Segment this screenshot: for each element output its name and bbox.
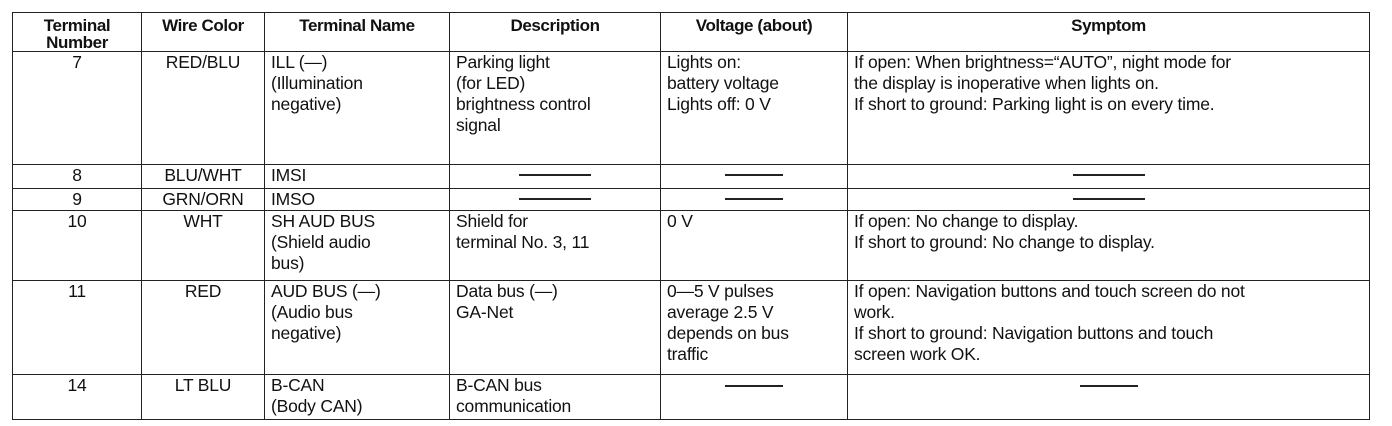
terminal-name-line: B-CAN: [271, 375, 325, 395]
header-terminal-name: Terminal Name: [265, 13, 450, 52]
cell-symptom: [848, 52, 1370, 165]
voltage-line: average 2.5 V: [667, 302, 774, 322]
empty-dash: [1073, 174, 1145, 176]
header-description: Description: [450, 13, 661, 52]
terminal-name-line: SH AUD BUS: [271, 211, 375, 231]
header-wire-color: Wire Color: [142, 13, 265, 52]
empty-dash: [519, 174, 591, 176]
cell-symptom: [848, 211, 1370, 281]
voltage-line: battery voltage: [667, 73, 779, 93]
symptom-line: If short to ground: Navigation buttons and touch: [854, 323, 1214, 343]
cell-description: [450, 211, 661, 281]
cell-description: [450, 189, 661, 211]
description-line: brightness control: [456, 94, 591, 114]
table-row: [13, 165, 1370, 189]
cell-terminal-number: 9: [13, 189, 142, 211]
description-line: GA-Net: [456, 302, 514, 322]
description-line: B-CAN bus: [456, 375, 542, 395]
cell-terminal-number: 11: [13, 281, 142, 375]
empty-dash: [725, 174, 783, 176]
cell-symptom: [848, 165, 1370, 189]
terminal-name-line: IMSO: [271, 189, 315, 209]
cell-terminal-name: [265, 189, 450, 211]
terminal-name-line: ILL (—): [271, 52, 328, 72]
empty-dash: [725, 385, 783, 387]
cell-voltage: [661, 189, 848, 211]
cell-terminal-number: 10: [13, 211, 142, 281]
header-symptom: Symptom: [848, 13, 1370, 52]
description-line: Parking light: [456, 52, 550, 72]
cell-wire-color: LT BLU: [142, 375, 265, 420]
empty-dash: [519, 198, 591, 200]
voltage-line: 0 V: [667, 211, 693, 231]
table-row: [13, 189, 1370, 211]
cell-terminal-number: 7: [13, 52, 142, 165]
cell-terminal-name: [265, 165, 450, 189]
terminal-name-line: (Illumination: [271, 73, 363, 93]
terminal-table: [12, 12, 1370, 420]
terminal-name-line: AUD BUS (—): [271, 281, 381, 301]
table-row: [13, 281, 1370, 375]
cell-description: [450, 281, 661, 375]
table-row: [13, 211, 1370, 281]
cell-symptom: [848, 189, 1370, 211]
cell-terminal-name: [265, 211, 450, 281]
symptom-line: If open: When brightness=“AUTO”, night mode for: [854, 52, 1231, 72]
cell-terminal-number: 14: [13, 375, 142, 420]
cell-terminal-number: 8: [13, 165, 142, 189]
empty-dash: [1073, 198, 1145, 200]
voltage-line: traffic: [667, 344, 709, 364]
table-row: [13, 375, 1370, 420]
cell-symptom: [848, 281, 1370, 375]
cell-terminal-name: [265, 281, 450, 375]
cell-voltage: [661, 165, 848, 189]
cell-terminal-name: [265, 375, 450, 420]
description-line: communication: [456, 396, 572, 416]
voltage-line: Lights on:: [667, 52, 741, 72]
terminal-name-line: IMSI: [271, 165, 307, 185]
terminal-name-line: bus): [271, 253, 305, 273]
voltage-line: Lights off: 0 V: [667, 94, 771, 114]
symptom-line: If open: No change to display.: [854, 211, 1079, 231]
terminal-name-line: (Audio bus: [271, 302, 353, 322]
cell-voltage: [661, 52, 848, 165]
description-line: (for LED): [456, 73, 526, 93]
symptom-line: If short to ground: Parking light is on every time.: [854, 94, 1215, 114]
symptom-line: If short to ground: No change to display.: [854, 232, 1155, 252]
cell-description: [450, 375, 661, 420]
symptom-line: the display is inoperative when lights on.: [854, 73, 1159, 93]
empty-dash: [1080, 385, 1138, 387]
description-line: signal: [456, 115, 501, 135]
terminal-name-line: (Body CAN): [271, 396, 363, 416]
cell-voltage: [661, 211, 848, 281]
header-terminal-number: Terminal Number: [13, 13, 142, 52]
cell-symptom: [848, 375, 1370, 420]
cell-description: [450, 52, 661, 165]
cell-voltage: [661, 281, 848, 375]
description-line: terminal No. 3, 11: [456, 232, 590, 252]
voltage-line: depends on bus: [667, 323, 789, 343]
description-line: Data bus (—): [456, 281, 558, 301]
terminal-name-line: negative): [271, 94, 342, 114]
cell-voltage: [661, 375, 848, 420]
cell-wire-color: RED/BLU: [142, 52, 265, 165]
table-row: [13, 52, 1370, 165]
terminal-name-line: (Shield audio: [271, 232, 371, 252]
header-voltage: Voltage (about): [661, 13, 848, 52]
empty-dash: [725, 198, 783, 200]
cell-wire-color: BLU/WHT: [142, 165, 265, 189]
symptom-line: If open: Navigation buttons and touch screen do not: [854, 281, 1245, 301]
header-row: [13, 13, 1370, 52]
cell-terminal-name: [265, 52, 450, 165]
symptom-line: work.: [854, 302, 895, 322]
voltage-line: 0—5 V pulses: [667, 281, 774, 301]
terminal-name-line: negative): [271, 323, 342, 343]
cell-wire-color: RED: [142, 281, 265, 375]
cell-wire-color: WHT: [142, 211, 265, 281]
cell-description: [450, 165, 661, 189]
symptom-line: screen work OK.: [854, 344, 981, 364]
description-line: Shield for: [456, 211, 528, 231]
cell-wire-color: GRN/ORN: [142, 189, 265, 211]
